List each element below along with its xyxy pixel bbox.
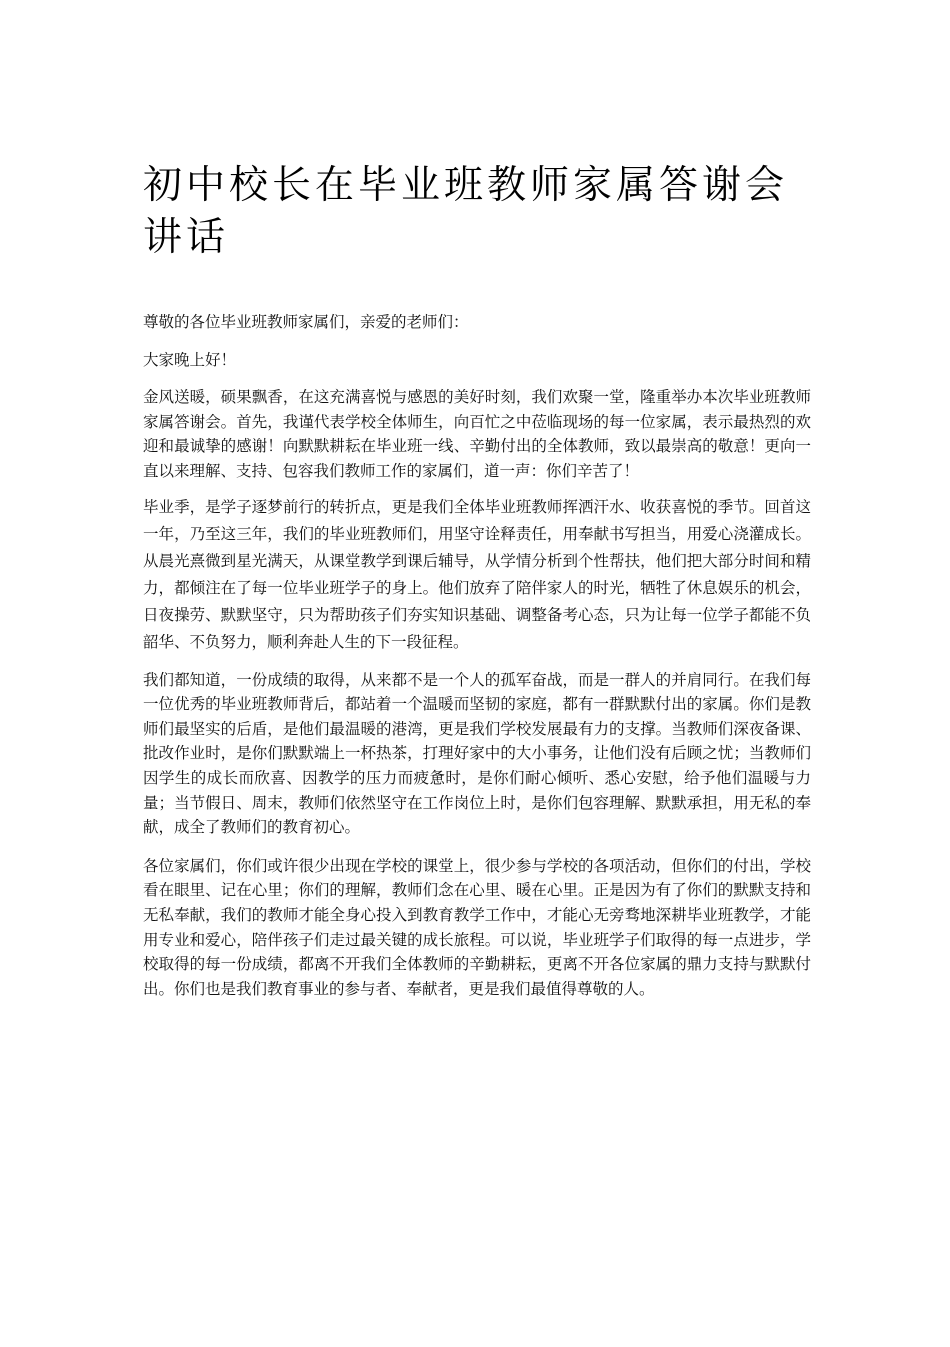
document-title: 初中校长在毕业班教师家属答谢会讲话 bbox=[143, 163, 789, 260]
salutation-paragraph: 尊敬的各位毕业班教师家属们，亲爱的老师们： bbox=[143, 313, 469, 331]
greeting-paragraph: 大家晚上好！ bbox=[143, 350, 237, 369]
family-support-paragraph: 我们都知道，一份成绩的取得，从来都不是一个人的孤军奋战，而是一群人的并肩同行。在我们每一位优秀的毕业班教师背后，都站着一个温暖而坚韧的家庭，都有一群默默付出的家属。你们是教师们最坚实的后盾，是他们最温暖的港湾，更是我们学校发展最有力的支撑。当教师们深夜备课、批改作业时，是你们默默端上一杯热茶，打理好家中的大小事务，让他们没有后顾之忧；当教师们因学生的成长而欣喜、因教学的压力而疲惫时，是你们耐心倾听、悉心安慰，给予他们温暖与力量；当节假日、周末，教师们依然坚守在工作岗位上时，是你们包容理解、默默承担，用无私的奉献，成全了教师们的教育初心。 bbox=[143, 670, 811, 837]
gratitude-paragraph: 各位家属们，你们或许很少出现在学校的课堂上，很少参与学校的各项活动，但你们的付出，学校看在眼里、记在心里；你们的理解，教师们念在心里、暖在心里。正是因为有了你们的默默支持和无私奉献，我们的教师才能全身心投入到教育教学工作中，才能心无旁骛地深耕毕业班教学，才能用专业和爱心，陪伴孩子们走过最关键的成长旅程。可以说，毕业班学子们取得的每一点进步，学校取得的每一份成绩，都离不开我们全体教师的辛勤耕耘，更离不开各位家属的鼎力支持与默默付出。你们也是我们教育事业的参与者、奉献者，更是我们最值得尊敬的人。 bbox=[143, 856, 811, 998]
opening-paragraph: 金风送暖，硕果飘香，在这充满喜悦与感恩的美好时刻，我们欢聚一堂，隆重举办本次毕业班教师家属答谢会。首先，我谨代表学校全体师生，向百忙之中莅临现场的每一位家属，表示最热烈的欢迎和最诚挚的感谢！向默默耕耘在毕业班一线、辛勤付出的全体教师，致以最崇高的敬意！更向一直以来理解、支持、包容我们教师工作的家属们，道一声：你们辛苦了！ bbox=[143, 388, 811, 480]
document-body bbox=[143, 310, 811, 1011]
graduation-season-paragraph: 毕业季，是学子逐梦前行的转折点，更是我们全体毕业班教师挥洒汗水、收获喜悦的季节。回首这一年，乃至这三年，我们的毕业班教师们，用坚守诠释责任，用奉献书写担当，用爱心浇灌成长。从晨光熹微到星光满天，从课堂教学到课后辅导，从学情分析到个性帮扶，他们把大部分时间和精力，都倾注在了每一位毕业班学子的身上。他们放弃了陪伴家人的时光，牺牲了休息娱乐的机会，日夜操劳、默默坚守，只为帮助孩子们夯实知识基础、调整备考心态，只为让每一位学子都能不负韶华、不负努力，顺利奔赴人生的下一段征程。 bbox=[143, 497, 811, 651]
